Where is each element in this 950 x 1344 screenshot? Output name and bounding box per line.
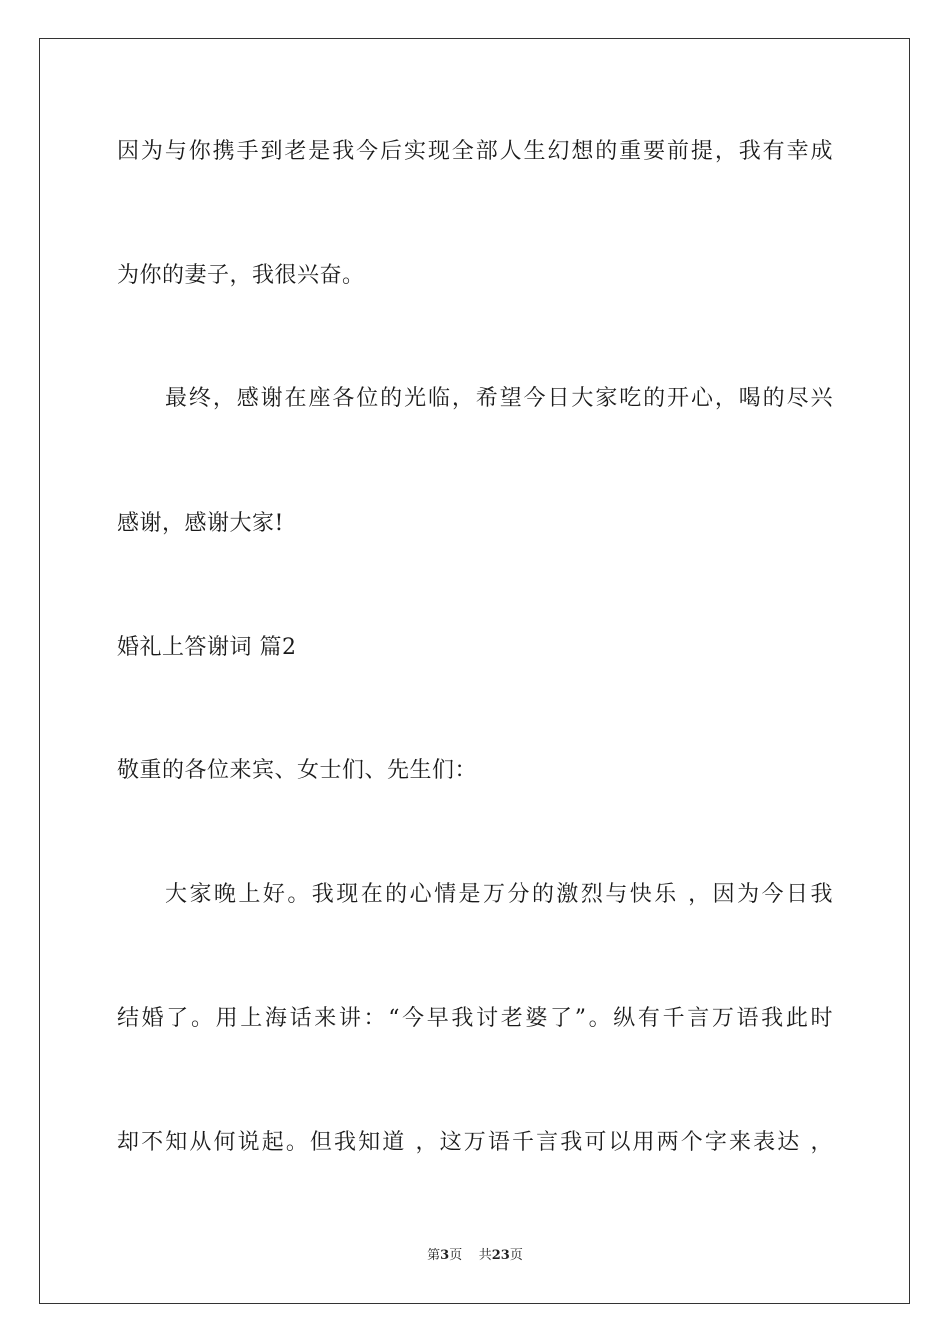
text-line-7: 大家晚上好。我现在的心情是万分的激烈与快乐 ，因为今日我	[165, 882, 833, 907]
footer-total-pages: 23	[491, 1248, 510, 1263]
footer-page-suffix: 页	[449, 1248, 463, 1263]
salutation-line: 敬重的各位来宾、女士们、先生们：	[117, 758, 478, 783]
text-line-9: 却不知从何说起。但我知道 ，这万语千言我可以用两个字来表达 ，	[117, 1130, 833, 1155]
text-line-8: 结婚了。用上海话来讲：“今早我讨老婆了”。纵有千言万语我此时	[117, 1006, 833, 1031]
text-line-4: 感谢，感谢大家!	[117, 511, 284, 536]
footer-page-prefix: 第	[427, 1248, 441, 1263]
text-line-2: 为你的妻子，我很兴奋。	[117, 263, 365, 288]
text-line-1: 因为与你携手到老是我今后实现全部人生幻想的重要前提，我有幸成	[117, 139, 833, 164]
section-heading: 婚礼上答谢词 篇2	[117, 635, 297, 660]
text-line-3: 最终，感谢在座各位的光临，希望今日大家吃的开心，喝的尽兴	[165, 386, 833, 411]
footer-total-prefix: 共	[478, 1248, 492, 1263]
page-frame	[39, 38, 910, 1304]
page-footer	[0, 1247, 950, 1265]
footer-total-suffix: 页	[509, 1248, 523, 1263]
footer-page-number: 3	[440, 1248, 450, 1263]
